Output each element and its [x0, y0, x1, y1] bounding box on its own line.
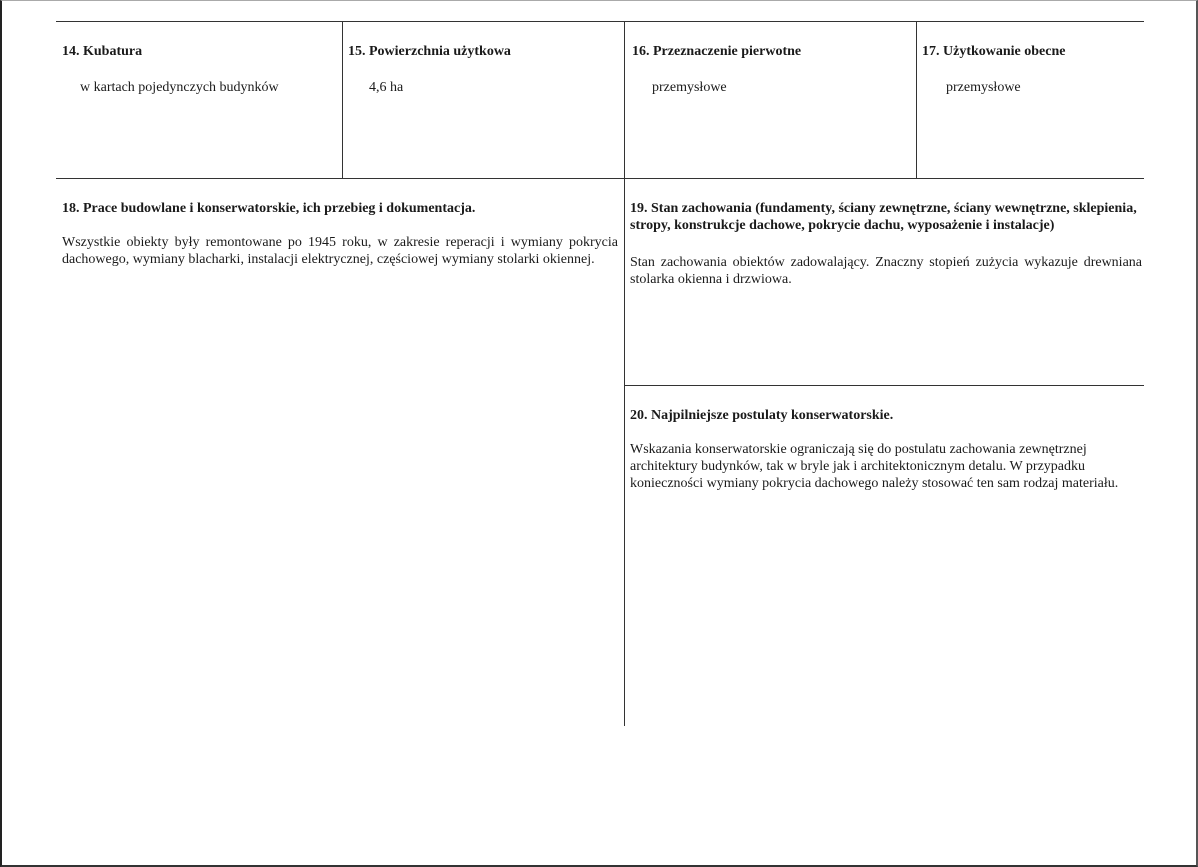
field-16-title: 16. Przeznaczenie pierwotne: [632, 44, 802, 59]
field-19-title: 19. Stan zachowania (fundamenty, ściany zewnętrzne, ściany wewnętrzne, sklepienia, stropy, konstrukcje dachowe, pokrycie dachu, wyposażenie i instalacje): [630, 201, 1137, 233]
field-18-construction-works: [62, 200, 618, 268]
field-17-title: 17. Użytkowanie obecne: [922, 44, 1066, 59]
field-18-title: 18. Prace budowlane i konserwatorskie, ich przebieg i dokumentacja.: [62, 201, 476, 216]
field-19-condition: [630, 200, 1142, 288]
field-15-title: 15. Powierzchnia użytkowa: [348, 44, 511, 59]
field-14-title: 14. Kubatura: [62, 44, 143, 59]
field-14-value: w kartach pojedynczych budynków: [80, 80, 279, 95]
col-divider-16-17: [916, 21, 917, 178]
col-divider-14-15: [342, 21, 343, 178]
field-16-original-purpose: [632, 43, 910, 96]
field-17-value: przemysłowe: [946, 80, 1021, 95]
field-15-value: 4,6 ha: [369, 80, 404, 95]
field-18-value: Wszystkie obiekty były remontowane po 1945 roku, w zakresie reperacji i wymiany pokrycia dachowego, wymiany blacharki, instalacji elektrycznej, częściowej wymiany stolarki okiennej.: [62, 235, 618, 267]
field-17-current-use: [922, 43, 1142, 96]
field-16-value: przemysłowe: [652, 80, 727, 95]
field-20-title: 20. Najpilniejsze postulaty konserwatorskie.: [630, 408, 894, 423]
col-divider-15-16: [624, 21, 625, 726]
field-20-conservation-postulates: [630, 407, 1130, 492]
field-15-usable-area: [348, 43, 618, 96]
field-14-cubature: [62, 43, 336, 96]
row-divider-right: [624, 385, 1144, 386]
row-divider-1: [56, 178, 1144, 179]
field-20-value: Wskazania konserwatorskie ograniczają się do postulatu zachowania zewnętrznej architektury budynków, tak w bryle jak i architektonicznym detalu. W przypadku konieczności wymiany pokrycia dachowego należy stosować ten sam rodzaj materiału.: [630, 442, 1119, 491]
top-rule: [56, 21, 1144, 22]
field-19-value: Stan zachowania obiektów zadowalający. Znaczny stopień zużycia wykazuje drewniana stolarka okienna i drzwiowa.: [630, 255, 1142, 287]
